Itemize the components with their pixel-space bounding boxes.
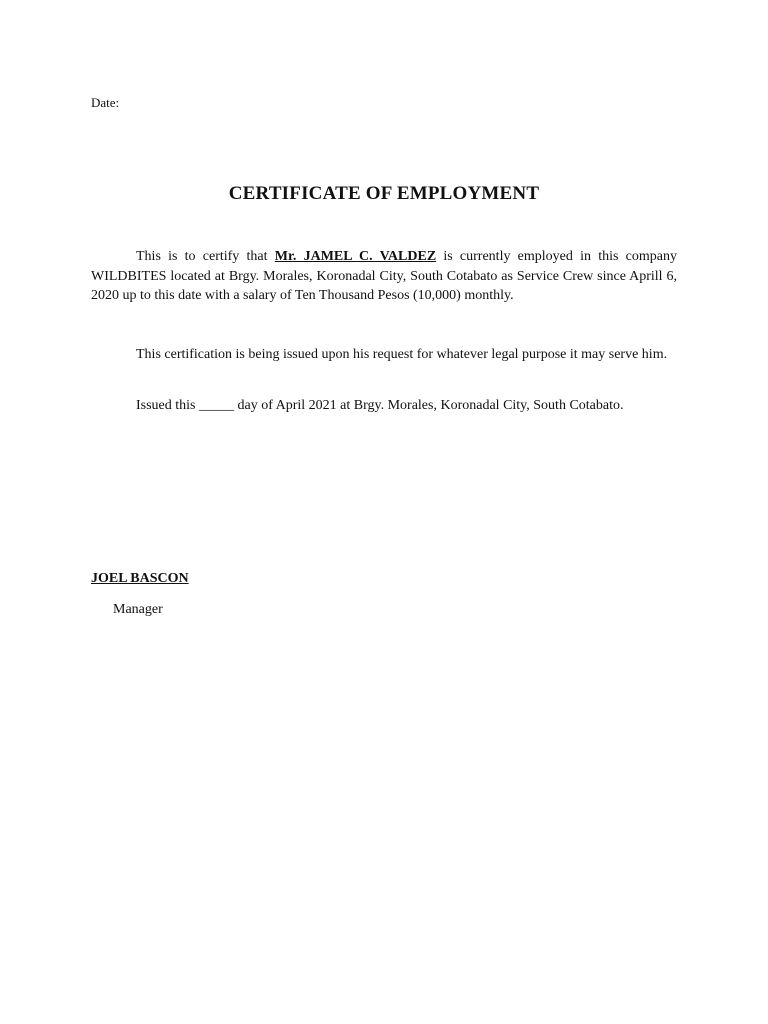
document-title: CERTIFICATE OF EMPLOYMENT (228, 183, 540, 204)
certification-paragraph (91, 247, 677, 306)
paragraph-text-before-name: This is to certify that (136, 249, 275, 264)
signatory-title: Manager (113, 602, 163, 617)
date-label: Date: (91, 95, 120, 110)
paragraph-text-after-name: is currently employed in this company WILDBITES located at Brgy. Morales, Koronadal City, South Cotabato as Service Crew since Aprill 6, 2020 up to this date with a salary of Ten Thousand Pesos (10,000) monthly. (91, 249, 677, 303)
signatory-name: JOEL BASCON (91, 571, 189, 586)
purpose-paragraph: This certification is being issued upon his request for whatever legal purpose it may serve him. (136, 347, 668, 362)
employee-name: Mr. JAMEL C. VALDEZ (274, 249, 437, 264)
issued-paragraph: Issued this _____ day of April 2021 at Brgy. Morales, Koronadal City, South Cotabato. (136, 398, 624, 413)
